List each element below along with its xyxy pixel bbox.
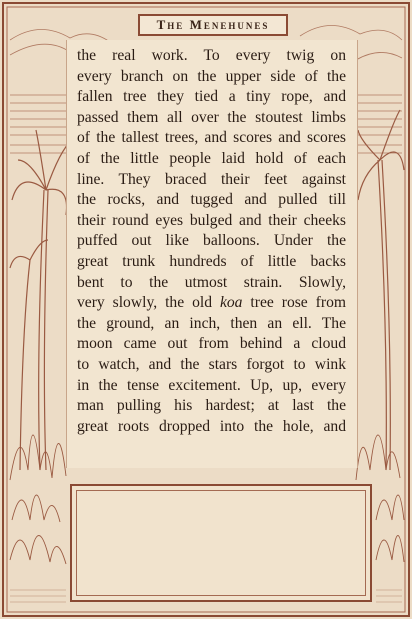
body-line: great roots dropped into the hole, and — [77, 417, 346, 435]
body-line: passed them all over the stoutest limbs — [77, 108, 346, 126]
body-line: fallen tree they tied a tiny rope, and — [77, 88, 346, 106]
page-header — [138, 14, 288, 36]
body-line: in the tense excitement. Up, up, every — [77, 376, 346, 394]
body-line: the rocks, and tugged and pulled till — [77, 191, 346, 209]
body-line: bent to the utmost strain. Slowly, — [77, 273, 346, 291]
illustration-inner-border — [76, 490, 366, 596]
body-line: puffed out like balloons. Under the — [77, 232, 346, 250]
body-line: man pulling his hardest; at last the — [77, 397, 346, 415]
body-line: moon came out from behind a cloud — [77, 335, 346, 353]
body-line: of the little people laid hold of each — [77, 149, 346, 167]
body-line: great trunk hundreds of little backs — [77, 252, 346, 270]
italic-word: koa — [219, 294, 243, 312]
body-line: the ground, an inch, then an ell. The — [77, 314, 346, 332]
body-line: of the tallest trees, and scores and scores — [77, 129, 346, 147]
body-line: to watch, and the stars forgot to wink — [77, 355, 346, 373]
body-line: their round eyes bulged and their cheeks — [77, 211, 346, 229]
body-text — [77, 46, 346, 437]
body-line: very slowly, the old koa tree rose from — [77, 294, 346, 312]
page-header-title: The Menehunes — [156, 17, 270, 32]
body-line: line. They braced their feet against — [77, 170, 346, 188]
body-line: the real work. To every twig on — [77, 47, 346, 64]
body-line: every branch on the upper side of the — [77, 67, 346, 85]
